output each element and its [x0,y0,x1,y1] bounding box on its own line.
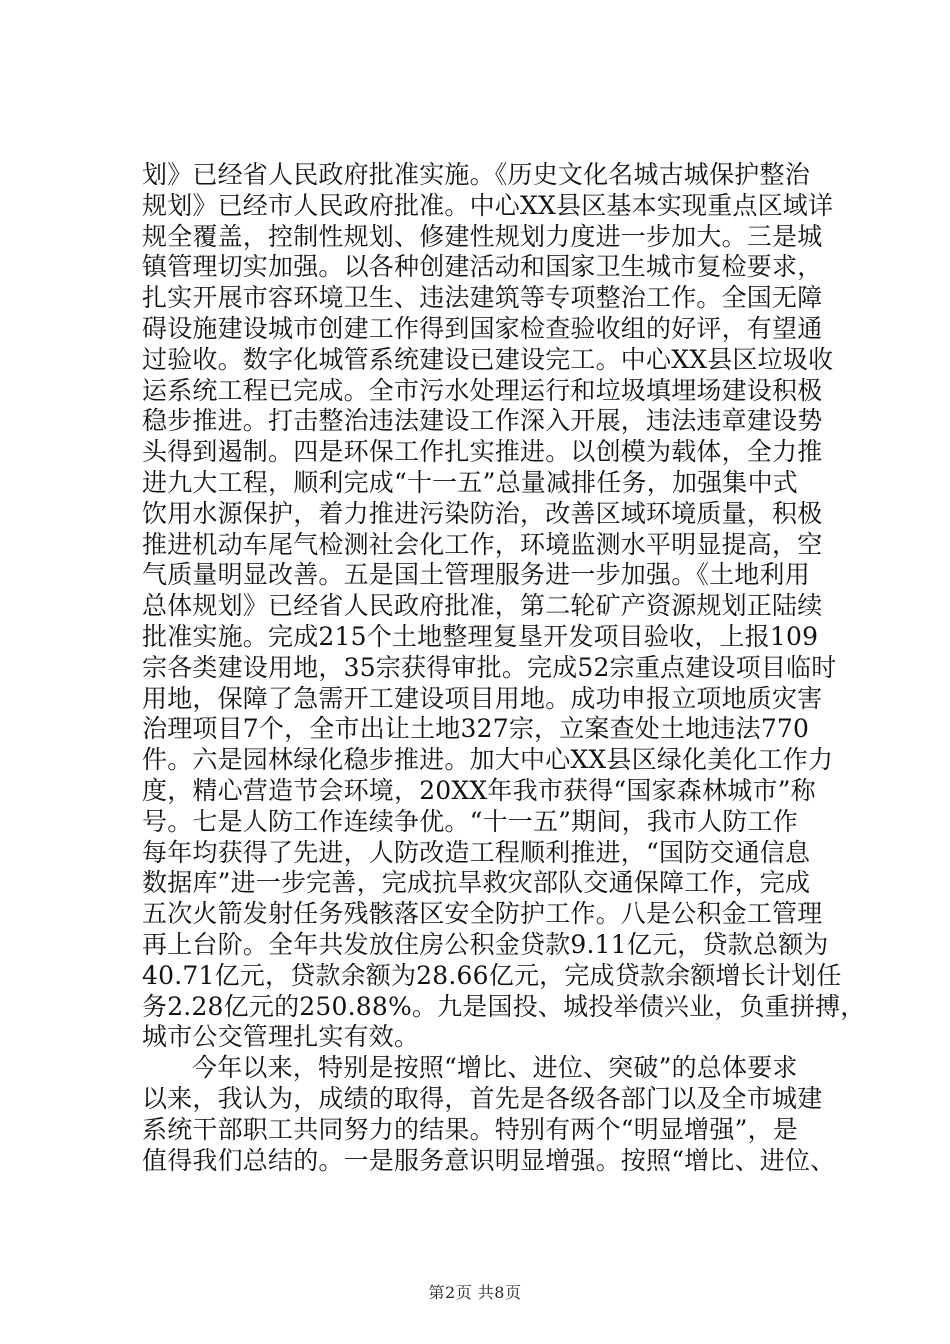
text-line: 气质量明显改善。五是国土管理服务进一步加强。《土地利用 [142,560,810,590]
text-line: 头得到遏制。四是环保工作扎实推进。以创模为载体，全力推 [142,437,823,467]
text-line: 务2.28亿元的250.88%。九是国投、城投举债兴业，负重拼搏， [142,991,866,1021]
text-line: 40.71亿元，贷款余额为28.66亿元，完成贷款余额增长计划任 [142,960,842,990]
text-line: 运系统工程已完成。全市污水处理运行和垃圾填埋场建设积极 [142,375,823,405]
text-line: 规全覆盖，控制性规划、修建性规划力度进一步加大。三是城 [142,221,823,251]
text-line: 以来，我认为，成绩的取得，首先是各级各部门以及全市城建 [142,1083,823,1113]
text-line: 扎实开展市容环境卫生、违法建筑等专项整治工作。全国无障 [142,283,823,313]
text-line: 总体规划》已经省人民政府批准，第二轮矿产资源规划正陆续 [142,591,823,621]
text-line: 用地，保障了急需开工建设项目用地。成功申报立项地质灾害 [142,683,823,713]
text-line: 批准实施。完成215个土地整理复垦开发项目验收，上报109 [142,621,819,651]
text-line: 每年均获得了先进，人防改造工程顺利推进，“国防交通信息 [142,837,811,867]
text-line: 饮用水源保护，着力推进污染防治，改善区域环境质量，积极 [142,498,823,528]
text-line: 值得我们总结的。一是服务意识明显增强。按照“增比、进位、 [142,1145,836,1175]
paragraph-first-line: 今年以来，特别是按照“增比、进位、突破”的总体要求 [192,1053,798,1083]
text-line: 稳步推进。打击整治违法建设工作深入开展，违法违章建设势 [142,406,823,436]
text-line: 镇管理切实加强。以各种创建活动和国家卫生城市复检要求， [142,252,823,282]
text-line: 划》已经省人民政府批准实施。《历史文化名城古城保护整治 [142,160,810,189]
text-line: 号。七是人防工作连续争优。“十一五”期间，我市人防工作 [142,806,798,836]
text-line: 进九大工程，顺利完成“十一五”总量减排任务，加强集中式 [142,467,798,497]
text-line: 规划》已经市人民政府批准。中心XX县区基本实现重点区域详 [142,190,834,220]
text-line: 城市公交管理扎实有效。 [142,1022,420,1052]
text-line: 五次火箭发射任务残骸落区安全防护工作。八是公积金工管理 [142,899,823,929]
text-line: 再上台阶。全年共发放住房公积金贷款9.11亿元，贷款总额为 [142,929,829,959]
text-line: 治理项目7个，全市出让土地327宗，立案查处土地违法770 [142,714,810,744]
text-line: 碍设施建设城市创建工作得到国家检查验收组的好评，有望通 [142,313,823,343]
body-text [142,160,866,1176]
text-line: 系统干部职工共同努力的结果。特别有两个“明显增强”，是 [142,1114,798,1144]
text-line: 推进机动车尾气检测社会化工作，环境监测水平明显提高，空 [142,529,823,559]
text-line: 件。六是园林绿化稳步推进。加大中心XX县区绿化美化工作力 [142,745,834,775]
page-number-footer: 第2页 共8页 [428,1283,522,1302]
text-line: 宗各类建设用地，35宗获得审批。完成52宗重点建设项目临时 [142,652,837,682]
text-line: 度，精心营造节会环境，20XX年我市获得“国家森林城市”称 [142,775,816,805]
text-line: 数据库”进一步完善，完成抗旱救灾部队交通保障工作，完成 [142,868,811,898]
text-line: 过验收。数字化城管系统建设已建设完工。中心XX县区垃圾收 [142,344,834,374]
